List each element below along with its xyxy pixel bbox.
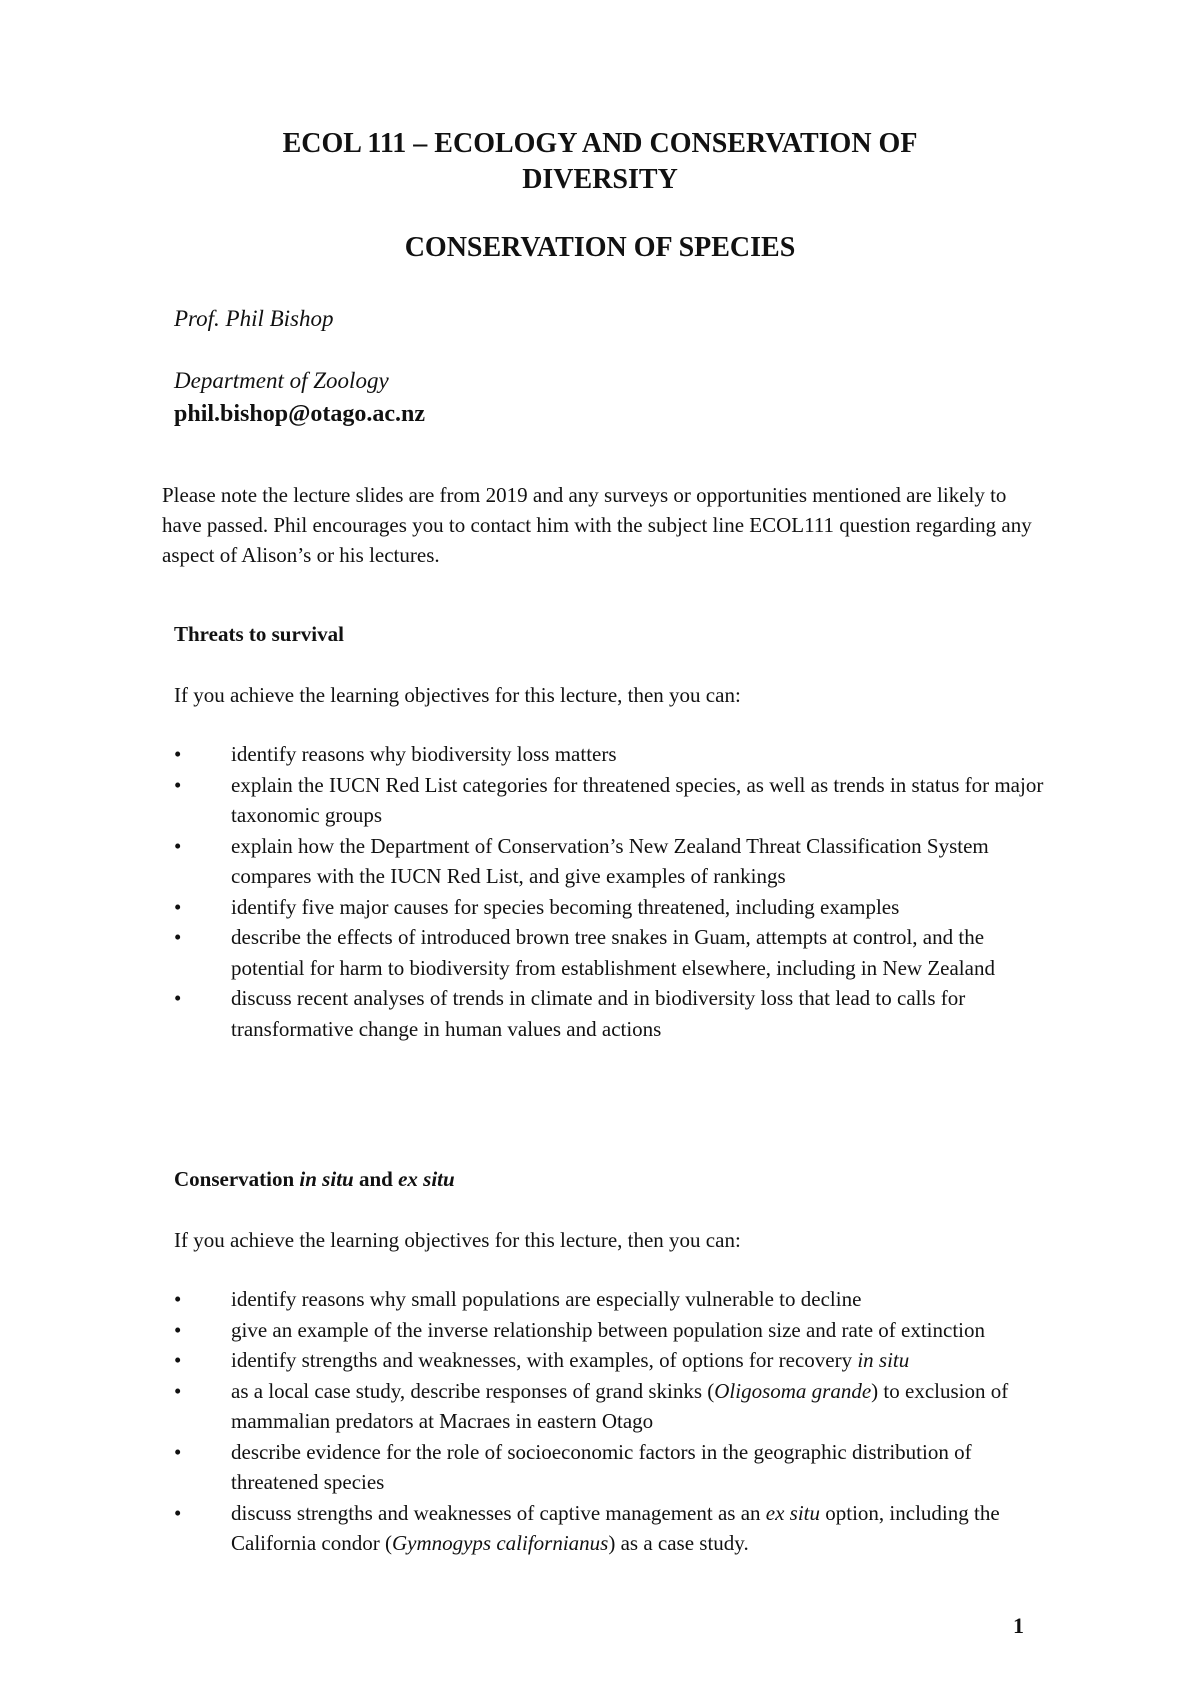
list-item [174,1498,1044,1559]
author-email: phil.bishop@otago.ac.nz [174,401,426,427]
section-intro: If you achieve the learning objectives for this lecture, then you can: [174,1228,741,1252]
list-item-text: discuss strengths and weaknesses of captive management as an [231,1500,766,1525]
objectives-list-conservation [174,1284,1044,1559]
bullet-icon: • [174,1317,182,1342]
document-title-line-2: DIVERSITY [522,164,678,195]
objectives-list-threats [174,739,1044,1044]
section-heading-threats: Threats to survival [174,622,344,646]
list-item-text: option, including the California condor ( [231,1500,1000,1555]
list-item-text: discuss recent analyses of trends in climate and in biodiversity loss that lead to calls for transformative change in human values and actions [231,986,966,1041]
heading-text: Conservation [174,1167,300,1191]
document-subtitle: CONSERVATION OF SPECIES [404,232,796,263]
list-item [174,1376,1044,1437]
bullet-icon: • [174,1348,182,1372]
bullet-icon: • [174,1500,182,1525]
bullet-icon: • [174,1287,182,1311]
list-item-italic-text: in situ [857,1348,910,1372]
list-item-text: describe the effects of introduced brown tree snakes in Guam, attempts at control, and the potential for harm to biodiversity from establishment elsewhere, including in New Zealand [231,925,995,980]
heading-italic-text: in situ [299,1167,354,1191]
list-item-italic-text: Oligosoma grande [714,1378,872,1403]
list-item-italic-text: Gymnogyps californianus [391,1531,609,1555]
list-item-text: ) to exclusion of mammalian predators at Macraes in eastern Otago [231,1378,1009,1433]
list-item-text: give an example of the inverse relationship between population size and rate of extinction [231,1317,985,1342]
list-item-text: explain the IUCN Red List categories for threatened species, as well as trends in status for major taxonomic groups [231,772,1044,827]
bullet-icon: • [174,833,182,858]
lecture-note: Please note the lecture slides are from 2019 and any surveys or opportunities mentioned are likely to have passed. Phil encourages you to contact him with the subject line ECOL111 question regarding any aspect of Alison’s or his lectures. [162,483,1032,567]
list-item [174,739,1044,770]
bullet-icon: • [174,1439,182,1464]
list-item [174,922,1044,983]
heading-italic-text: ex situ [398,1167,455,1191]
list-item-text: explain how the Department of Conservation’s New Zealand Threat Classification System compares with the IUCN Red List, and give examples of rankings [231,833,989,888]
list-item-text: describe evidence for the role of socioeconomic factors in the geographic distribution of threatened species [231,1439,972,1494]
section-intro: If you achieve the learning objectives for this lecture, then you can: [174,683,741,707]
list-item-text: ) as a case study. [608,1531,749,1555]
bullet-icon: • [174,742,182,766]
list-item-text: identify strengths and weaknesses, with examples, of options for recovery [231,1348,858,1372]
author-name: Prof. Phil Bishop [174,306,334,331]
section-heading-conservation [174,1164,455,1194]
author-department: Department of Zoology [174,368,389,393]
list-item-text: identify reasons why small populations are especially vulnerable to decline [231,1287,862,1311]
bullet-icon: • [174,894,182,919]
document-title-line-1: ECOL 111 – ECOLOGY AND CONSERVATION OF [282,128,918,159]
page-number: 1 [1013,1613,1024,1638]
list-item [174,1284,1044,1315]
bullet-icon: • [174,1378,182,1403]
bullet-icon: • [174,986,182,1010]
list-item-text: as a local case study, describe responses of grand skinks ( [231,1378,715,1403]
list-item [174,892,1044,923]
list-item [174,770,1044,831]
list-item-italic-text: ex situ [765,1500,820,1525]
list-item [174,831,1044,892]
list-item [174,1345,1044,1376]
heading-text: and [353,1167,399,1191]
list-item [174,983,1044,1044]
list-item-text: identify reasons why biodiversity loss matters [231,742,617,766]
bullet-icon: • [174,772,182,797]
list-item-text: identify five major causes for species becoming threatened, including examples [231,894,900,919]
list-item [174,1315,1044,1346]
list-item [174,1437,1044,1498]
bullet-icon: • [174,925,182,949]
